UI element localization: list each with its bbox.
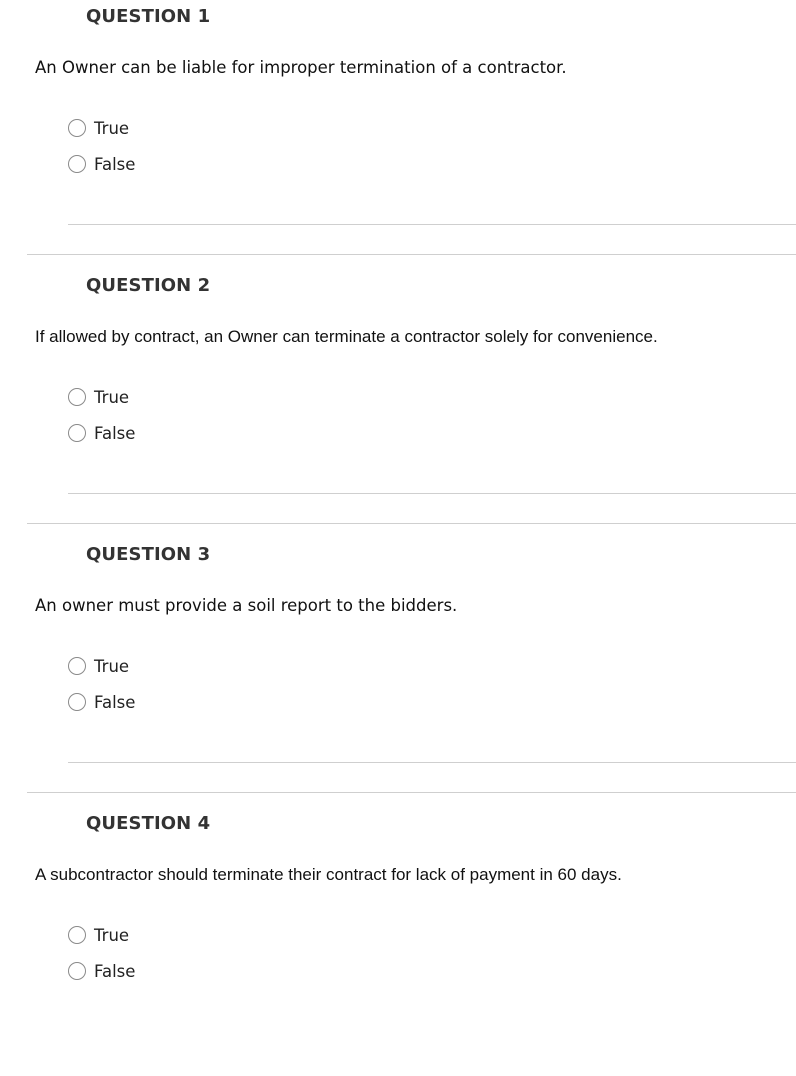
question-block-4	[0, 807, 796, 1076]
option-label: False	[94, 961, 136, 981]
option-label: True	[94, 925, 130, 945]
question-divider	[27, 254, 796, 255]
option-label: False	[94, 423, 136, 443]
question-text: An owner must provide a soil report to the bidders.	[35, 596, 458, 615]
radio-button[interactable]	[68, 119, 86, 137]
radio-button[interactable]	[68, 657, 86, 675]
question-block-3	[0, 538, 796, 807]
question-divider	[27, 523, 796, 524]
option-false[interactable]	[68, 690, 135, 714]
question-title: QUESTION 4	[86, 813, 211, 834]
option-true[interactable]	[68, 116, 129, 140]
radio-button[interactable]	[68, 388, 86, 406]
option-true[interactable]	[68, 654, 129, 678]
answer-divider	[68, 762, 796, 763]
answer-divider	[68, 224, 796, 225]
option-true[interactable]	[68, 385, 129, 409]
radio-button[interactable]	[68, 693, 86, 711]
question-divider	[27, 792, 796, 793]
question-text: An Owner can be liable for improper termination of a contractor.	[35, 58, 567, 77]
option-false[interactable]	[68, 152, 135, 176]
option-label: False	[94, 154, 136, 174]
radio-button[interactable]	[68, 424, 86, 442]
question-block-1	[0, 0, 796, 269]
radio-button[interactable]	[68, 155, 86, 173]
question-title: QUESTION 1	[86, 6, 211, 27]
option-true[interactable]	[68, 923, 129, 947]
question-title: QUESTION 3	[86, 544, 211, 565]
option-label: False	[94, 692, 136, 712]
option-label: True	[94, 387, 130, 407]
option-false[interactable]	[68, 421, 135, 445]
question-text: A subcontractor should terminate their contract for lack of payment in 60 days.	[35, 865, 622, 884]
radio-button[interactable]	[68, 926, 86, 944]
option-false[interactable]	[68, 959, 135, 983]
option-label: True	[94, 118, 130, 138]
option-label: True	[94, 656, 130, 676]
question-block-2	[0, 269, 796, 538]
answer-divider	[68, 493, 796, 494]
radio-button[interactable]	[68, 962, 86, 980]
question-title: QUESTION 2	[86, 275, 211, 296]
question-text: If allowed by contract, an Owner can terminate a contractor solely for convenience.	[35, 327, 658, 346]
